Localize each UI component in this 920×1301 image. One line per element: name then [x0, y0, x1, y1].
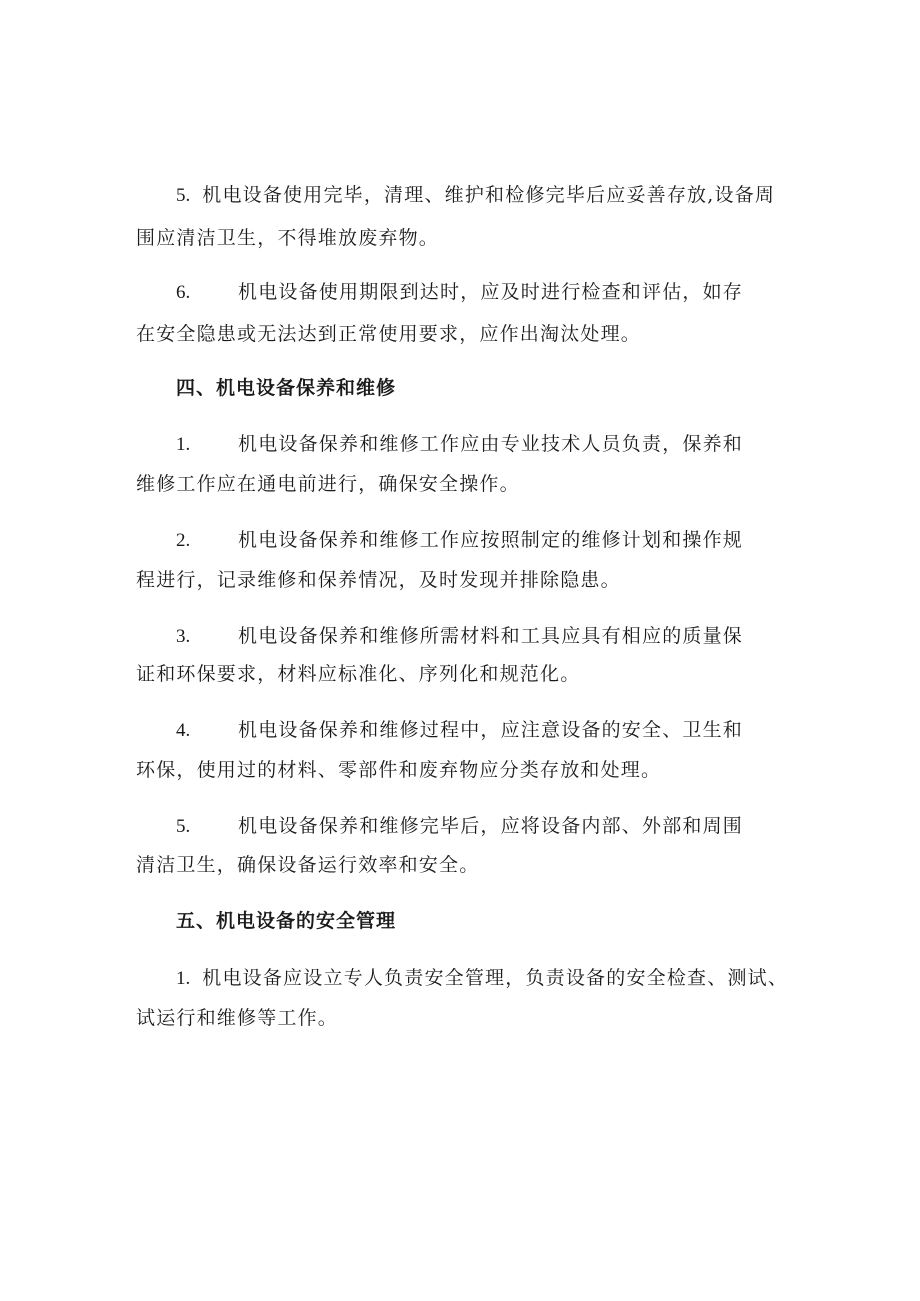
paragraph-line — [176, 814, 743, 839]
paragraph-line — [136, 322, 641, 346]
item-number: 2. — [176, 530, 191, 551]
item-text: 机电设备保养和维修所需材料和工具应具有相应的质量保 — [238, 625, 744, 647]
paragraph-line — [176, 528, 743, 553]
item-text: 机电设备保养和维修工作应按照制定的维修计划和操作规 — [238, 529, 744, 551]
item-text: 机电设备保养和维修完毕后，应将设备内部、外部和周围 — [238, 815, 744, 837]
item-text: 清洁卫生，确保设备运行效率和安全。 — [136, 854, 480, 876]
item-text: 围应清洁卫生，不得堆放废弃物。 — [136, 227, 440, 249]
paragraph-line — [176, 624, 743, 649]
paragraph-line — [136, 853, 479, 877]
item-number: 5. — [176, 185, 191, 206]
item-text: 在安全隐患或无法达到正常使用要求，应作出淘汰处理。 — [136, 323, 642, 345]
paragraph-line — [176, 718, 743, 743]
item-text: 维修工作应在通电前进行，确保安全操作。 — [136, 473, 520, 495]
paragraph-line — [136, 662, 580, 686]
paragraph-line — [136, 758, 661, 782]
item-number: 1. — [176, 968, 191, 989]
paragraph-line — [136, 1006, 338, 1030]
item-text: 证和环保要求，材料应标准化、序列化和规范化。 — [136, 663, 581, 685]
item-text: 机电设备使用期限到达时，应及时进行检查和评估，如存 — [238, 281, 744, 303]
item-number: 4. — [176, 720, 191, 741]
section-heading: 五、机电设备的安全管理 — [176, 910, 397, 932]
item-number: 3. — [176, 626, 191, 647]
item-text: 机电设备应设立专人负责安全管理，负责设备的安全检查、测试、 — [202, 967, 789, 989]
section-heading: 四、机电设备保养和维修 — [176, 377, 397, 399]
item-number: 6. — [176, 282, 191, 303]
paragraph-line — [176, 966, 788, 991]
item-text: 试运行和维修等工作。 — [136, 1007, 339, 1029]
item-text: 机电设备使用完毕，清理、维护和检修完毕后应妥善存放,设备周 — [202, 184, 776, 206]
paragraph-line — [136, 226, 439, 250]
item-text: 程进行，记录维修和保养情况，及时发现并排除隐患。 — [136, 569, 621, 591]
paragraph-line — [136, 472, 520, 496]
item-number: 5. — [176, 816, 191, 837]
paragraph-line — [176, 280, 743, 305]
paragraph-line — [176, 432, 743, 457]
item-text: 机电设备保养和维修过程中，应注意设备的安全、卫生和 — [238, 719, 744, 741]
item-text: 环保，使用过的材料、零部件和废弃物应分类存放和处理。 — [136, 759, 662, 781]
paragraph-line — [176, 183, 775, 208]
paragraph-line — [136, 568, 621, 592]
item-number: 1. — [176, 434, 191, 455]
item-text: 机电设备保养和维修工作应由专业技术人员负责，保养和 — [238, 433, 744, 455]
